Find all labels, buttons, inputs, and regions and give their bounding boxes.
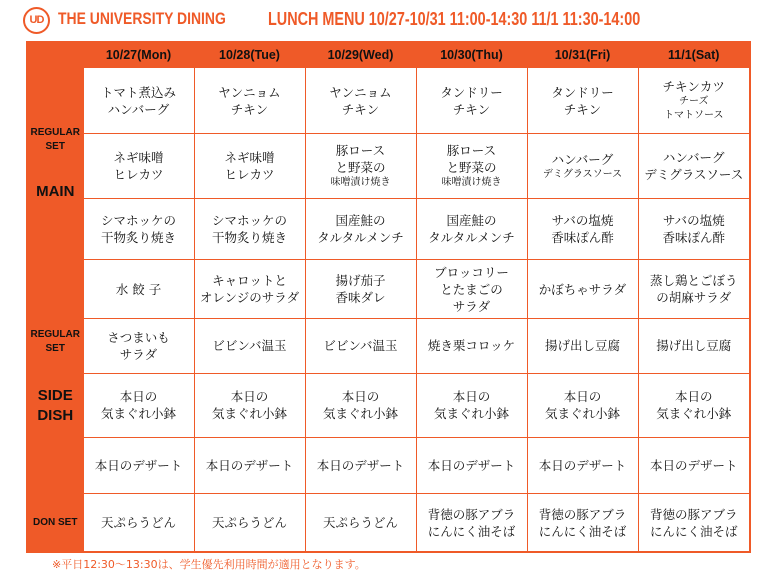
menu-item-text: 香味ダレ [335,290,386,306]
menu-item-text: ヒレカツ [113,167,164,183]
menu-cell [194,134,305,198]
menu-item-subtext: デミグラスソース [542,168,623,180]
menu-cell [527,494,638,552]
menu-item-text: 本日の [341,389,380,405]
menu-cell [194,260,305,318]
menu-cell [305,260,416,318]
menu-item-subtext: トマトソース [664,110,724,122]
menu-item-text: 香味ぽん酢 [662,230,725,246]
menu-item-text: タルタルメンチ [428,230,515,246]
menu-cell [83,198,194,259]
menu-item-text: ヒレカツ [224,167,275,183]
menu-item-text: 本日のデザート [649,457,738,473]
menu-cell [194,318,305,373]
menu-cell [527,134,638,198]
section-title: DISH [37,406,74,424]
menu-item-text: 焼き栗コロッケ [427,338,516,354]
menu-item-text: 本日の [119,389,158,405]
menu-item-text: 気まぐれ小鉢 [544,406,620,422]
menu-cell [638,437,750,493]
menu-cell [305,318,416,373]
main-row [27,198,750,259]
section-label-side-dish [27,260,83,494]
menu-item-text: サラダ [452,298,491,314]
menu-cell [638,260,750,318]
menu-item-text: 背徳の豚アブラ [649,506,738,522]
menu-item-text: 本日のデザート [316,457,405,473]
menu-item-subtext: チーズ [679,96,709,108]
menu-item-text: 蒸し鶏とごぼう [649,273,738,289]
side-row [27,318,750,373]
menu-item-text: ハンバーグ [551,151,614,167]
menu-item-text: 気まぐれ小鉢 [322,406,398,422]
menu-item-text: 豚ロース [446,143,497,159]
menu-item-text: にんにく油そば [427,523,516,539]
menu-item-text: 気まぐれ小鉢 [211,406,287,422]
menu-cell [638,318,750,373]
menu-item-text: 本日のデザート [427,457,516,473]
menu-item-text: チキン [452,101,491,117]
menu-item-text: とたまごの [440,281,503,297]
menu-item-text: にんにく油そば [538,523,627,539]
menu-title: LUNCH MENU 10/27-10/31 11:00-14:30 11/1 11:30-14:00 [268,9,641,29]
menu-item-text: 本日の [230,389,269,405]
menu-item-text: 干物炙り焼き [211,230,287,246]
menu-item-text: ビビンバ温玉 [212,338,287,354]
menu-item-text: キャロットと [212,273,287,289]
menu-cell [305,437,416,493]
section-title: DON SET [33,516,78,528]
menu-item-text: 香味ぽん酢 [551,230,614,246]
menu-item-text: 背徳の豚アブラ [538,506,627,522]
menu-cell [638,374,750,437]
menu-cell [638,68,750,134]
menu-cell [638,198,750,259]
menu-cell [527,437,638,493]
menu-item-text: チキン [341,101,380,117]
menu-cell [416,198,527,259]
side-row [27,437,750,493]
menu-cell [194,68,305,134]
menu-cell [83,437,194,493]
section-title: MAIN [36,182,75,200]
menu-item-text: 本日のデザート [538,457,627,473]
menu-item-text: 干物炙り焼き [100,230,176,246]
menu-cell [83,494,194,552]
menu-item-text: 本日の [674,389,713,405]
menu-item-subtext: 味噌漬け焼き [330,177,391,189]
menu-item-text: 天ぷらうどん [211,515,287,531]
menu-item-text: にんにく油そば [649,523,738,539]
menu-item-text: サバの塩焼 [551,213,614,229]
menu-item-text: 本日の [452,389,491,405]
menu-cell [194,437,305,493]
menu-cell [83,68,194,134]
university-dining-logo: UD [23,7,50,34]
menu-item-text: 本日のデザート [205,457,294,473]
menu-item-text: チキンカツ [662,79,725,95]
menu-cell [416,374,527,437]
menu-item-text: ヤンニョム [329,84,392,100]
menu-cell [416,494,527,552]
section-subtitle: SET [45,342,65,354]
menu-item-text: ネギ味噌 [113,150,164,166]
menu-item-text: 揚げ出し豆腐 [544,338,620,354]
lunch-menu-table [26,41,751,553]
menu-cell [305,494,416,552]
menu-item-text: 気まぐれ小鉢 [656,406,732,422]
menu-cell [638,494,750,552]
day-header: 10/29(Wed) [305,42,416,68]
day-header: 10/31(Fri) [527,42,638,68]
page-header [0,0,768,42]
menu-item-text: サバの塩焼 [662,213,725,229]
menu-cell [83,374,194,437]
menu-item-text: 揚げ出し豆腐 [656,338,732,354]
menu-cell [527,198,638,259]
menu-item-text: 揚げ茄子 [335,273,386,289]
menu-item-text: 背徳の豚アブラ [427,506,516,522]
brand-name: THE UNIVERSITY DINING [58,9,226,28]
section-label-don-set [27,494,83,552]
menu-item-text: 天ぷらうどん [100,515,176,531]
menu-item-text: の胡麻サラダ [656,290,732,306]
menu-item-text: ハンバーグ [107,101,170,117]
menu-cell [194,198,305,259]
menu-item-text: タンドリー [551,84,614,100]
menu-cell [527,68,638,134]
menu-item-text: と野菜の [335,160,386,176]
menu-cell [527,260,638,318]
menu-cell [194,374,305,437]
menu-cell [83,318,194,373]
menu-cell [416,68,527,134]
section-title: SIDE [37,386,73,404]
menu-item-text: ブロッコリー [434,264,509,280]
menu-item-text: ネギ味噌 [224,150,275,166]
menu-cell [527,318,638,373]
section-subtitle: REGULAR [30,126,80,138]
menu-cell [638,134,750,198]
menu-cell [83,260,194,318]
section-subtitle: REGULAR [30,328,80,340]
main-row [27,134,750,198]
menu-cell [416,260,527,318]
menu-item-text: タンドリー [440,84,503,100]
menu-cell [305,198,416,259]
menu-item-text: 気まぐれ小鉢 [433,406,509,422]
menu-cell [305,134,416,198]
menu-item-text: シマホッケの [100,213,176,229]
menu-item-text: 本日の [563,389,602,405]
day-header: 10/27(Mon) [83,42,194,68]
menu-item-text: タルタルメンチ [317,230,404,246]
menu-item-text: デミグラスソース [644,167,744,183]
menu-cell [83,134,194,198]
side-row [27,260,750,318]
menu-item-text: ビビンバ温玉 [323,338,398,354]
menu-item-text: ヤンニョム [218,84,281,100]
section-label-main [27,68,83,260]
menu-item-subtext: 味噌漬け焼き [441,177,502,189]
day-header: 10/28(Tue) [194,42,305,68]
menu-item-text: オレンジのサラダ [199,290,300,306]
menu-cell [527,374,638,437]
menu-item-text: と野菜の [446,160,497,176]
menu-item-text: サラダ [119,346,158,362]
day-header: 10/30(Thu) [416,42,527,68]
menu-cell [194,494,305,552]
menu-cell [416,437,527,493]
section-subtitle: SET [45,140,65,152]
day-header: 11/1(Sat) [638,42,750,68]
menu-item-text: さつまいも [107,329,170,345]
don-row [27,494,750,552]
menu-cell [416,318,527,373]
menu-cell [305,374,416,437]
menu-item-text: シマホッケの [211,213,287,229]
menu-item-text: 豚ロース [335,143,386,159]
menu-item-text: チキン [230,101,269,117]
day-header-row [27,42,750,68]
menu-item-text: 水 餃 子 [115,281,162,297]
menu-item-text: 国産鮭の [335,213,386,229]
menu-cell [416,134,527,198]
main-row [27,68,750,134]
footnote: ※平日12:30〜13:30は、学生優先利用時間が適用となります。 [52,558,366,571]
menu-item-text: チキン [563,101,602,117]
header-corner [27,42,83,68]
menu-item-text: かぼちゃサラダ [538,281,627,297]
menu-cell [305,68,416,134]
menu-item-text: 本日のデザート [94,457,183,473]
menu-item-text: 天ぷらうどん [322,515,398,531]
menu-item-text: 国産鮭の [446,213,497,229]
menu-item-text: 気まぐれ小鉢 [100,406,176,422]
menu-item-text: トマト煮込み [100,84,176,100]
side-row [27,374,750,437]
menu-item-text: ハンバーグ [662,150,725,166]
